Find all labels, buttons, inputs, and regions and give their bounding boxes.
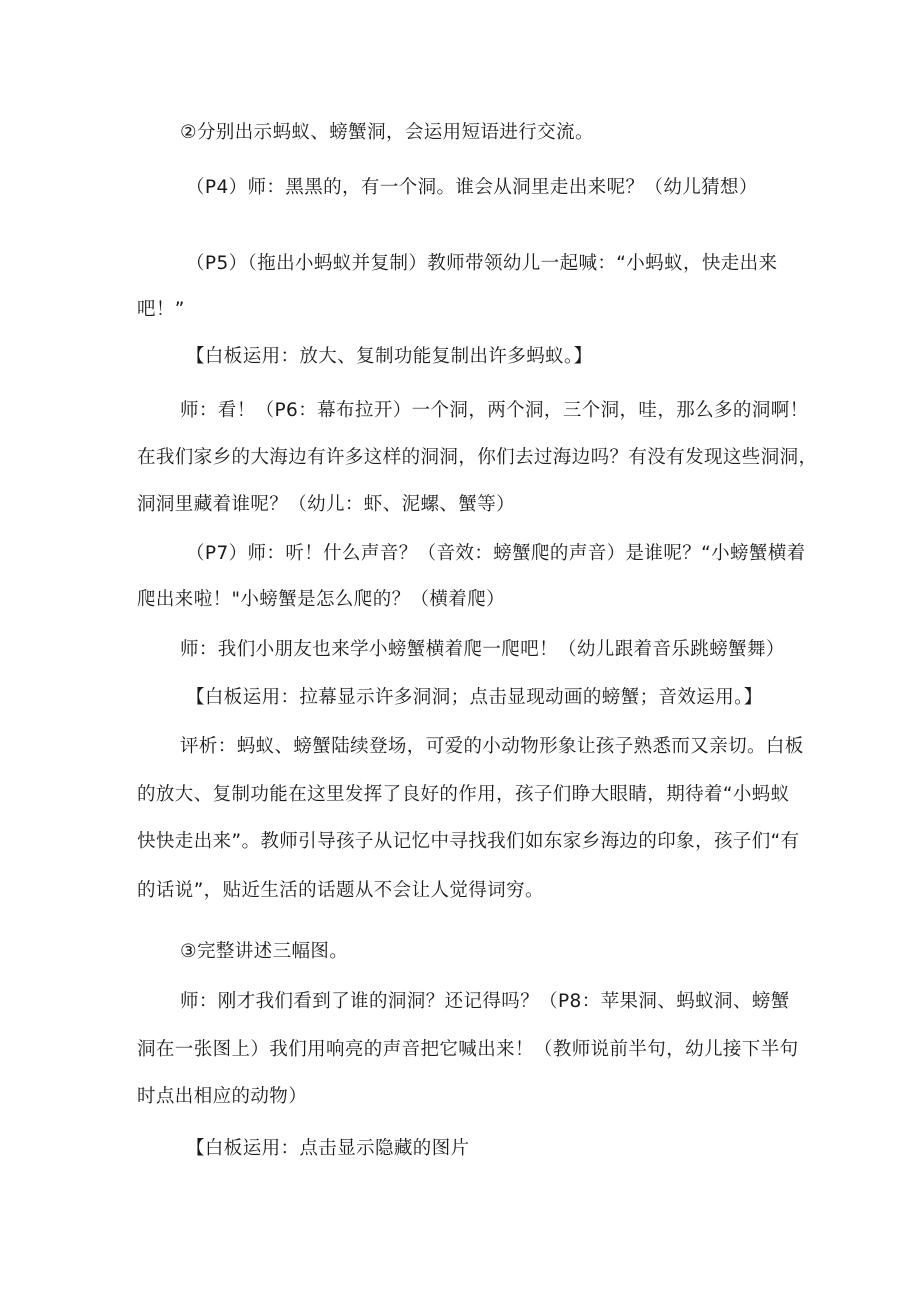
paragraph-p5-line-2: 吧！” [137, 299, 185, 320]
commentary-line-1: 评析：蚂蚁、螃蟹陆续登场，可爱的小动物形象让孩子熟悉而又亲切。白板 [180, 736, 804, 757]
paragraph-p5-line-1: （P5）（拖出小蚂蚁并复制）教师带领幼儿一起喊：“小蚂蚁，快走出来 [186, 253, 778, 274]
paragraph-p4: （P4）师：黑黑的，有一个洞。谁会从洞里走出来呢？（幼儿猜想） [186, 177, 758, 198]
paragraph-p7-line-2: 爬出来啦！"小螃蟹是怎么爬的？（横着爬） [137, 589, 506, 610]
paragraph-crab-dance: 师：我们小朋友也来学小螃蟹横着爬一爬吧！（幼儿跟着音乐跳螃蟹舞） [180, 639, 785, 660]
paragraph-p6-line-3: 洞洞里藏着谁呢？（幼儿：虾、泥螺、蟹等） [137, 494, 516, 515]
whiteboard-note-2: 【白板运用：拉幕显示许多洞洞；点击显现动画的螃蟹；音效运用。】 [186, 687, 763, 708]
commentary-line-3: 快快走出来”。教师引导孩子从记忆中寻找我们如东家乡海边的印象，孩子们“有 [137, 831, 800, 852]
paragraph-p8-line-1: 师：刚才我们看到了谁的洞洞？还记得吗？（P8：苹果洞、蚂蚁洞、螃蟹 [180, 991, 790, 1012]
whiteboard-note-3: 【白板运用：点击显示隐藏的图片 [186, 1138, 470, 1159]
paragraph-p8-line-2: 洞在一张图上）我们用响亮的声音把它喊出来！（教师说前半句，幼儿接下半句 [137, 1039, 799, 1060]
paragraph-p6-line-1: 师：看！（P6：幕布拉开）一个洞，两个洞，三个洞，哇，那么多的洞啊！ [180, 400, 809, 421]
paragraph-p6-line-2: 在我们家乡的大海边有许多这样的洞洞，你们去过海边吗？有没有发现这些洞洞， [137, 447, 818, 468]
commentary-line-4: 的话说”，贴近生活的话题从不会让人觉得词穷。 [137, 880, 544, 901]
paragraph-heading-2: ②分别出示蚂蚁、螃蟹洞，会运用短语进行交流。 [180, 122, 594, 143]
commentary-line-2: 的放大、复制功能在这里发挥了良好的作用，孩子们睁大眼睛，期待着“小蚂蚁 [137, 784, 790, 805]
paragraph-p8-line-3: 时点出相应的动物） [137, 1086, 308, 1107]
whiteboard-note-1: 【白板运用：放大、复制功能复制出许多蚂蚁。】 [186, 346, 593, 367]
paragraph-heading-3: ③完整讲述三幅图。 [180, 941, 349, 962]
paragraph-p7-line-1: （P7）师：听！什么声音？（音效：螃蟹爬的声音）是谁呢？“小螃蟹横着 [186, 543, 806, 564]
